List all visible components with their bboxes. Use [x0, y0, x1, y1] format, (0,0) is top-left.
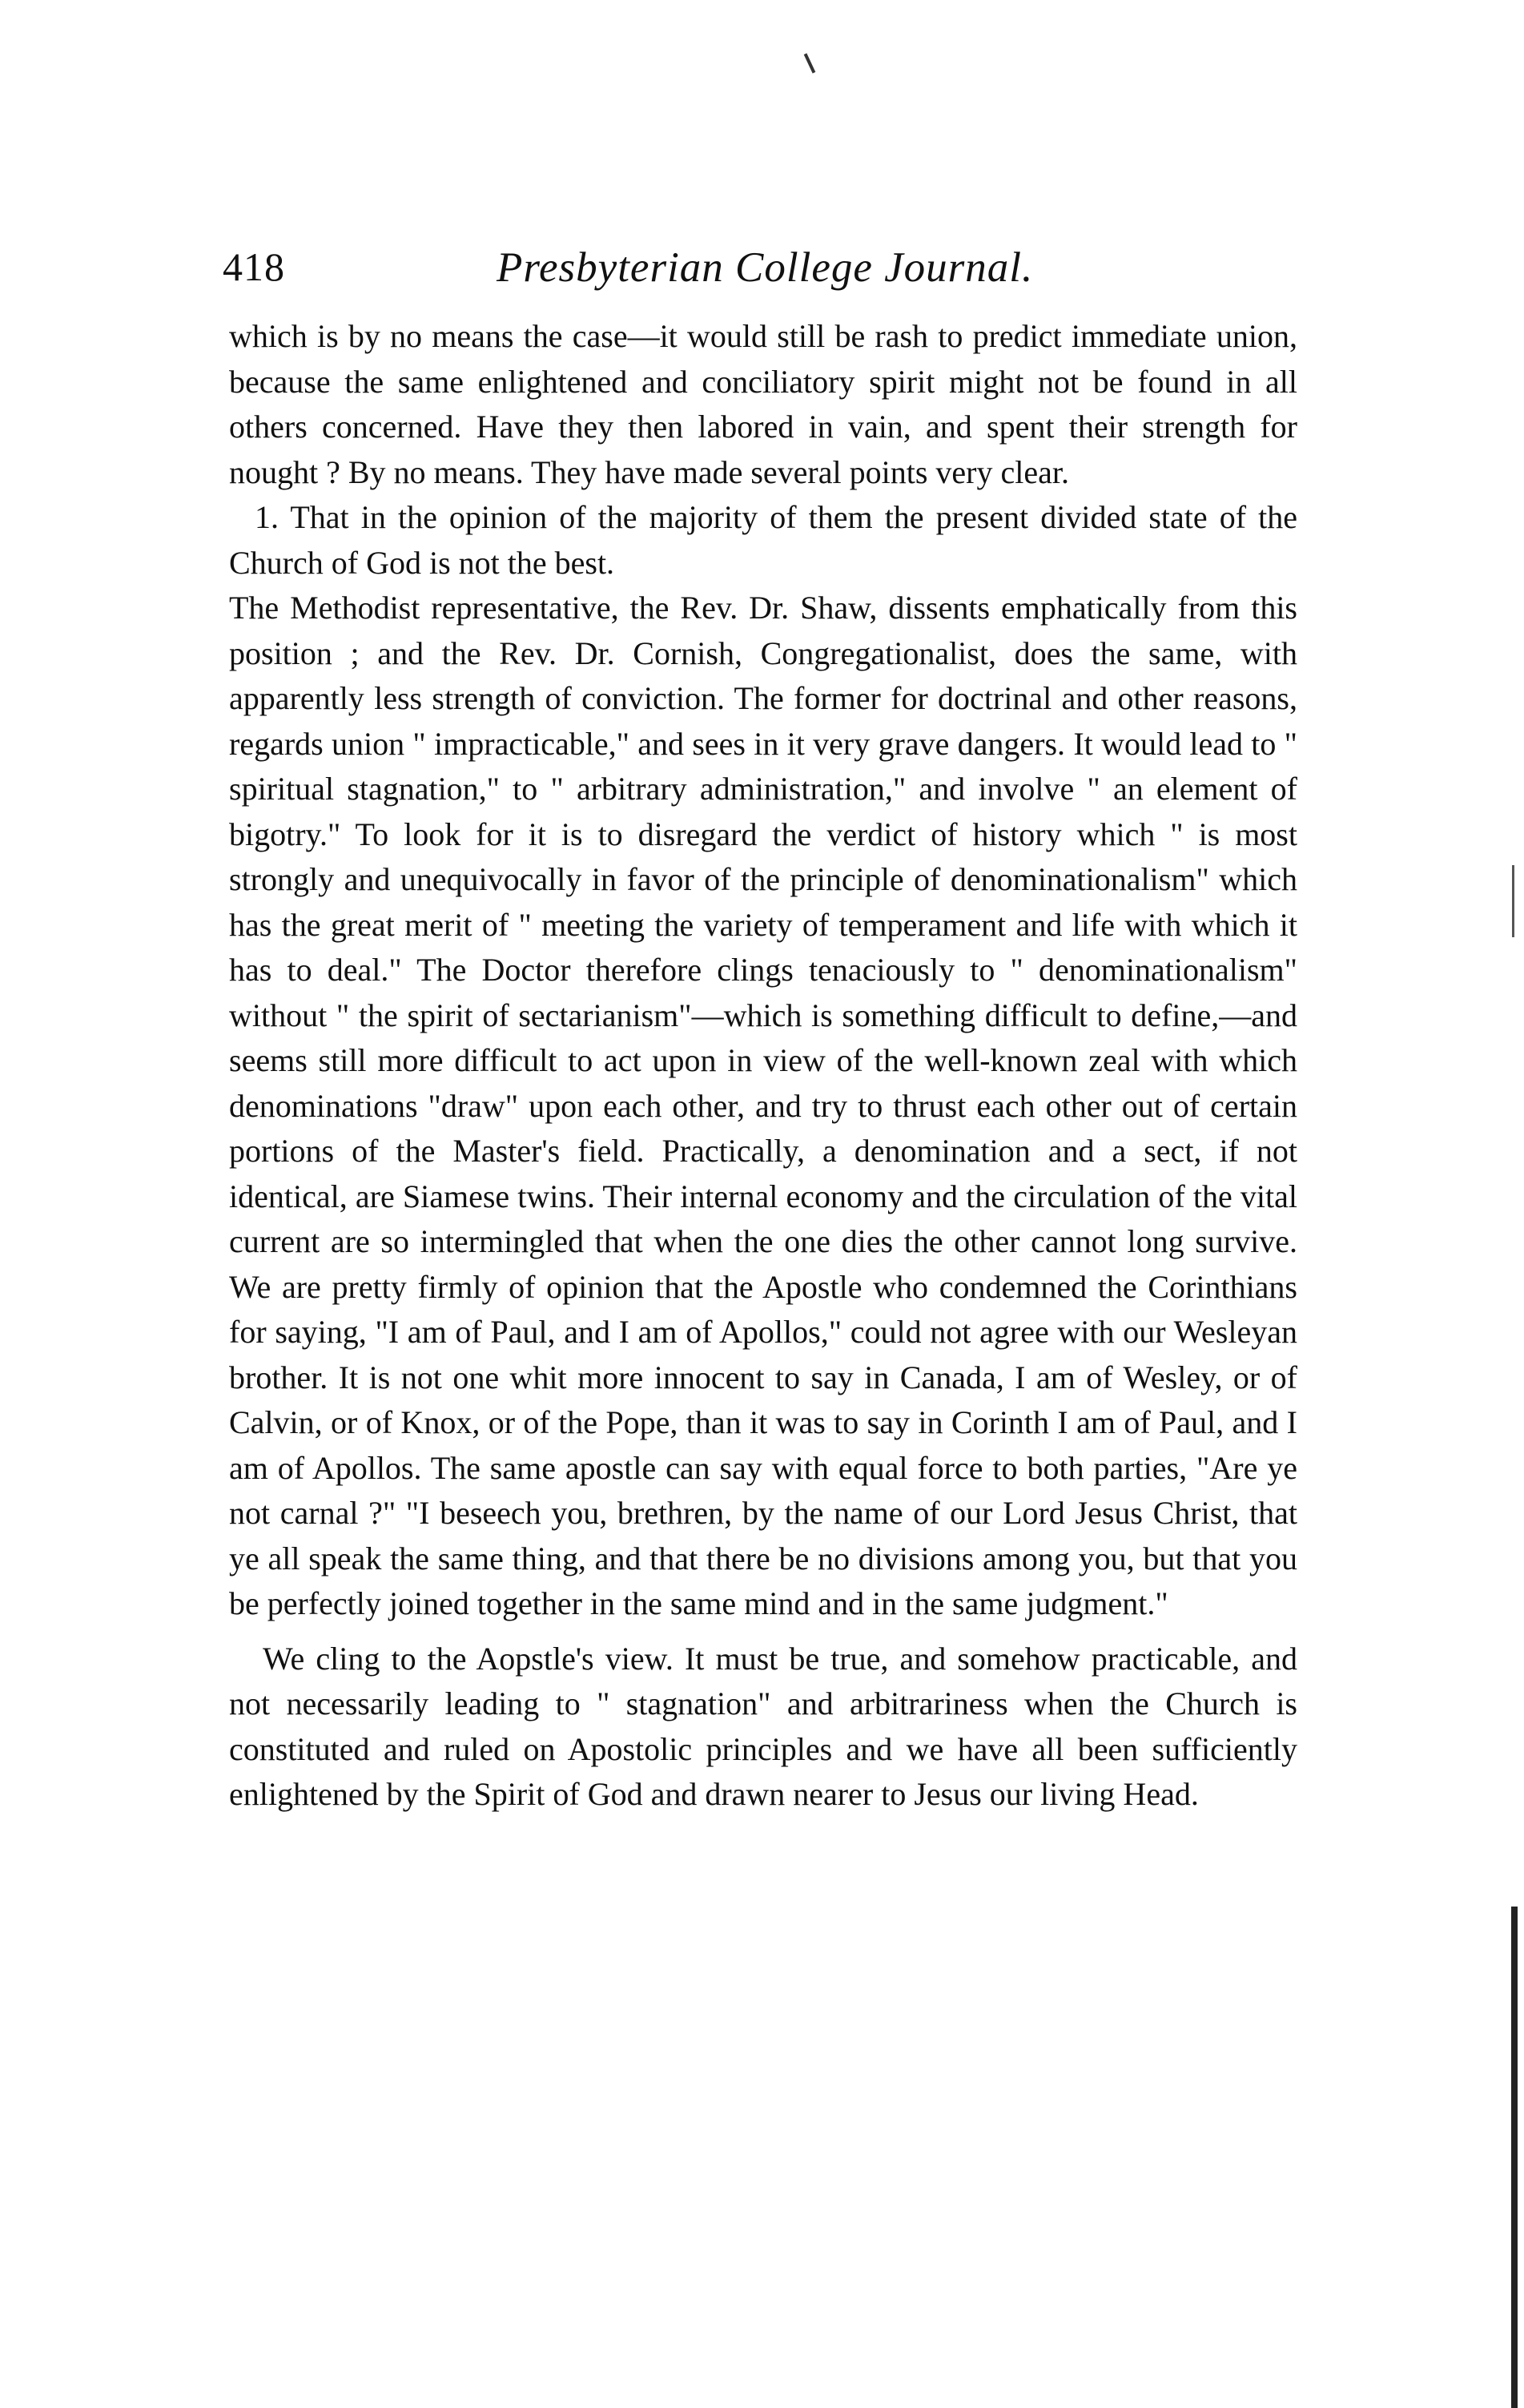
body-text [229, 314, 1297, 1818]
page-header [223, 244, 1296, 300]
paragraph-methodist-view: The Methodist representative, the Rev. Dr. Shaw, dissents emphatically from this position ; and the Rev. Dr. Cornish, Congregationalist, does the same, with apparently less strength of conviction. The former for doctrinal and other reasons, regards union " impracticable," and sees in it very grave dangers. It would lead to " spiritual stagnation," to " arbitrary administration," and involve " an element of bigotry." To look for it is to disregard the verdict of history which " is most strongly and unequivocally in favor of the principle of denominationalism" which has the great merit of " meeting the variety of temperament and life with which it has to deal." The Doctor therefore clings tenaciously to " denominationalism" without " the spirit of sectarianism"—which is something difficult to define,—and seems still more difficult to act upon in view of the well-known zeal with which denominations "draw" upon each other, and try to thrust each other out of certain portions of the Master's field. Practically, a denomination and a sect, if not identical, are Siamese twins. Their internal economy and the circulation of the vital current are so intermingled that when the one dies the other cannot long survive. We are pretty firmly of opinion that the Apostle who condemned the Corinthians for saying, "I am of Paul, and I am of Apollos," could not agree with our Wesleyan brother. It is not one whit more innocent to say in Canada, I am of Wesley, or of Calvin, or of Knox, or of the Pope, than it was to say in Corinth I am of Paul, and I am of Apollos. The same apostle can say with equal force to both parties, "Are ye not carnal ?" "I beseech you, brethren, by the name of our Lord Jesus Christ, that ye all speak the same thing, and that there be no divisions among you, but that you be perfectly joined together in the same mind and in the same judgment." [229, 590, 1297, 1621]
page-number: 418 [223, 244, 285, 289]
print-speck [804, 53, 816, 73]
running-title: Presbyterian College Journal. [497, 244, 1034, 291]
paragraph-conclusion: We cling to the Aopstle's view. It must be true, and somehow practicable, and not necessarily leading to " stagnation" and arbitrariness when the Church is constituted and ruled on Apostolic principles and we have all been sufficiently enlightened by the Spirit of God and drawn nearer to Jesus our living Head. [229, 1640, 1297, 1812]
binding-edge [1511, 1907, 1518, 2408]
margin-mark [1512, 865, 1514, 937]
paragraph-point-one: 1. That in the opinion of the majority of them the present divided state of the Church of God is not the best. [229, 499, 1297, 581]
paragraph-continuation: which is by no means the case—it would still be rash to predict immediate union, because the same enlightened and conciliatory spirit might not be found in all others concerned. Have they then labored in vain, and spent their strength for nought ? By no means. They have made several points very clear. [229, 318, 1297, 490]
